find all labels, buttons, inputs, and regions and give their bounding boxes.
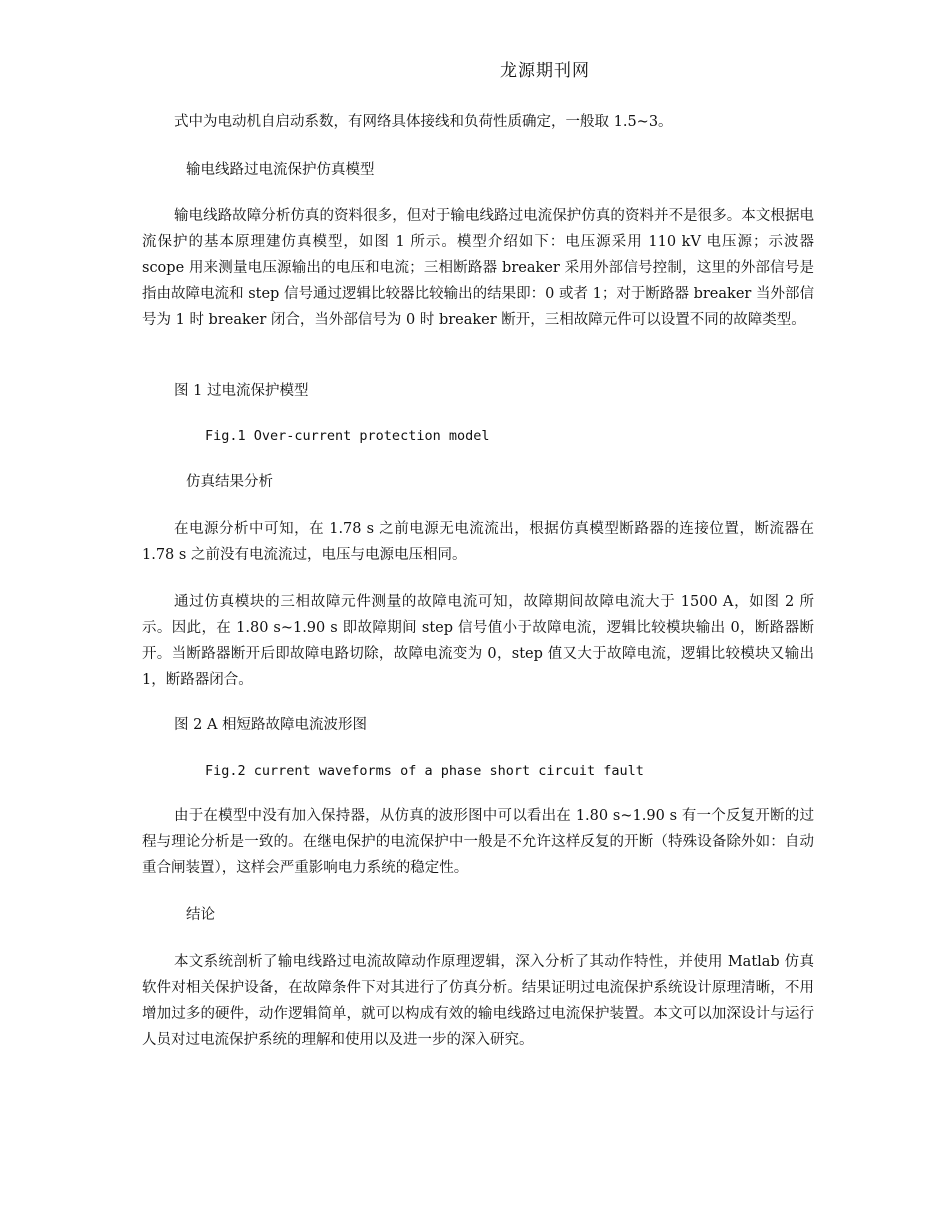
figure-2-caption-en: Fig.2 current waveforms of a phase short circuit fault: [205, 763, 644, 779]
figure-2-caption-cn: 图 2 A 相短路故障电流波形图: [174, 717, 368, 733]
conclusion-paragraph: 本文系统剖析了输电线路过电流故障动作原理逻辑，深入分析了其动作特性，并使用 Matlab 仿真软件对相关保护设备，在故障条件下对其进行了仿真分析。结果证明过电流保护系统设计原理清晰，不用增加过多的硬件，动作逻辑简单，就可以构成有效的输电线路过电流保护装置。本文可以加深设计与运行人员对过电流保护系统的理解和使用以及进一步的深入研究。: [142, 954, 814, 1048]
model-paragraph: 输电线路故障分析仿真的资料很多，但对于输电线路过电流保护仿真的资料并不是很多。本文根据电流保护的基本原理建仿真模型，如图 1 所示。模型介绍如下：电压源采用 110 kV 电压源；示波器 scope 用来测量电压源输出的电压和电流；三相断路器 breaker 采用外部信号控制，这里的外部信号是指由故障电流和 step 信号通过逻辑比较器比较输出的结果即：0 或者 1；对于断路器 breaker 当外部信号为 1 时 breaker 闭合，当外部信号为 0 时 breaker 断开，三相故障元件可以设置不同的故障类型。: [142, 208, 814, 328]
results-paragraph-2: 通过仿真模块的三相故障元件测量的故障电流可知，故障期间故障电流大于 1500 A，如图 2 所示。因此，在 1.80 s~1.90 s 即故障期间 step 信号值小于故障电流，逻辑比较模块输出 0，断路器断开。当断路器断开后即故障电路切除，故障电流变为 0，step 值又大于故障电流，逻辑比较模块又输出 1，断路器闭合。: [142, 594, 814, 688]
results-paragraph-1: 在电源分析中可知，在 1.78 s 之前电源无电流流出，根据仿真模型断路器的连接位置，断流器在 1.78 s 之前没有电流流过，电压与电源电压相同。: [142, 521, 814, 563]
results-paragraph-3: 由于在模型中没有加入保持器，从仿真的波形图中可以看出在 1.80 s~1.90 s 有一个反复开断的过程与理论分析是一致的。在继电保护的电流保护中一般是不允许这样反复的开断（特殊设备除外如：自动重合闸装置），这样会严重影响电力系统的稳定性。: [142, 808, 814, 876]
section-heading-model: 输电线路过电流保护仿真模型: [186, 162, 375, 178]
figure-1-caption-cn: 图 1 过电流保护模型: [174, 383, 309, 399]
section-heading-results: 仿真结果分析: [186, 474, 273, 490]
section-heading-conclusion: 结论: [186, 907, 215, 923]
intro-paragraph: 式中为电动机自启动系数，有网络具体接线和负荷性质确定，一般取 1.5~3。: [174, 114, 673, 130]
figure-1-caption-en: Fig.1 Over-current protection model: [205, 428, 490, 444]
site-header: 龙源期刊网: [500, 61, 590, 81]
